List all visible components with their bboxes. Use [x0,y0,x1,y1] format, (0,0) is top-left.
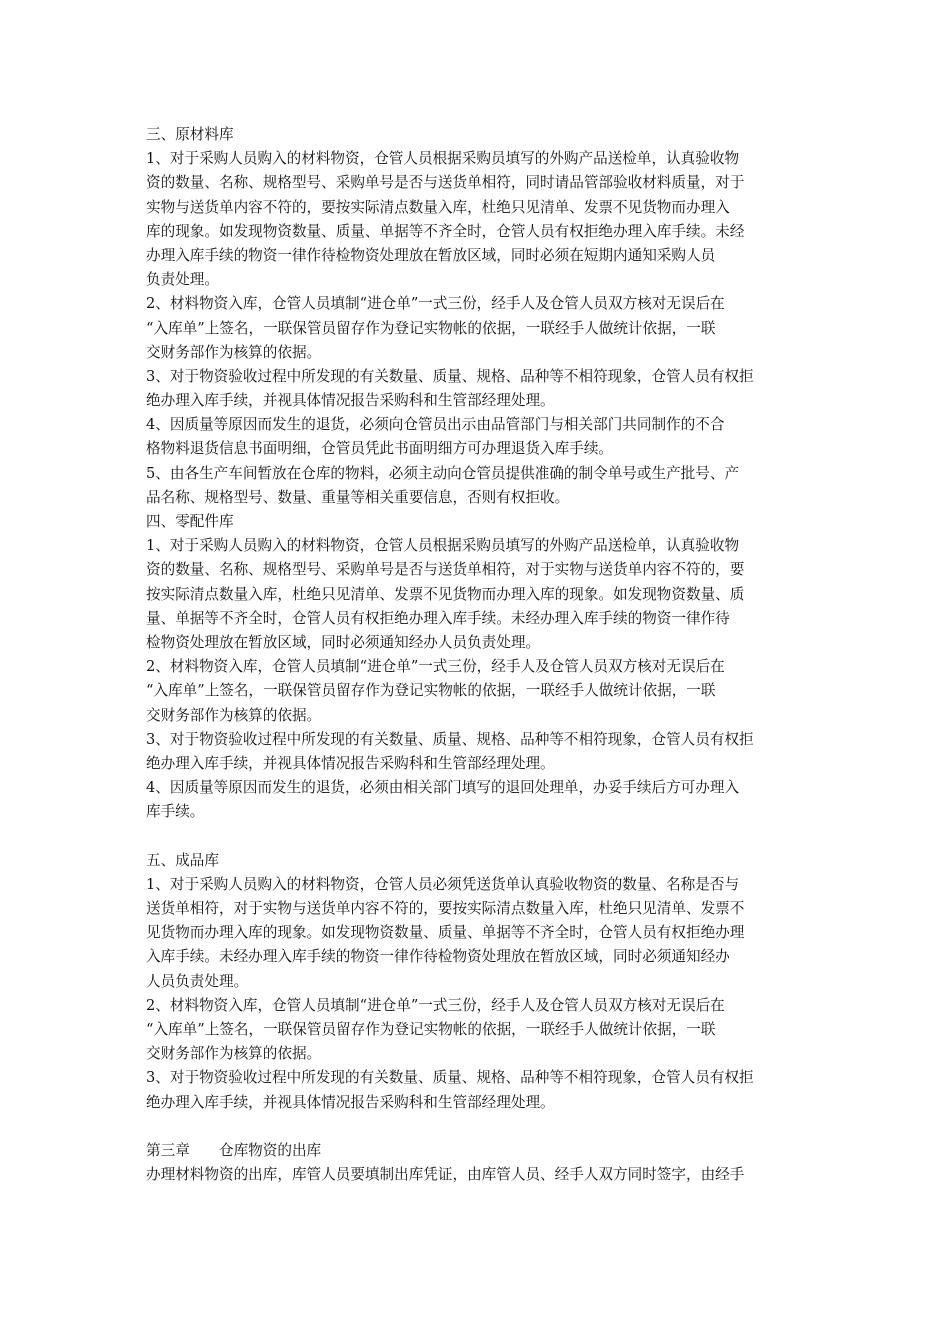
text-line: 绝办理入库手续，并视具体情况报告采购科和生管部经理处理。 [146,392,555,410]
text-line: 四、零配件库 [146,513,234,530]
text-line: 资的数量、名称、规格型号、采购单号是否与送货单相符，对于实物与送货单内容不符的，要 [146,561,745,579]
text-line: 2、材料物资入库，仓管人员填制“进仓单”一式三份，经手人及仓管人员双方核对无误后在 [146,295,725,313]
blank-line [146,824,811,848]
text-line: 交财务部作为核算的依据。 [146,343,322,361]
text-line: 办理材料物资的出库，库管人员要填制出库凭证，由库管人员、经手人双方同时签字，由经手 [146,1166,745,1184]
text-line: 1、对于采购人员购入的材料物资，仓管人员根据采购员填写的外购产品送检单，认真验收物 [146,150,740,168]
text-line: 第三章 仓库物资的出库 [146,1141,322,1159]
text-line: 格物料退货信息书面明细，仓管员凭此书面明细方可办理退货入库手续。 [146,440,614,458]
text-line: 2、材料物资入库，仓管人员填制“进仓单”一式三份，经手人及仓管人员双方核对无误后在 [146,658,725,676]
text-line: 绝办理入库手续，并视具体情况报告采购科和生管部经理处理。 [146,754,555,772]
text-line: 检物资处理放在暂放区域，同时必须通知经办人员负责处理。 [146,633,541,651]
text-line: 4、因质量等原因而发生的退货，必须向仓管员出示由品管部门与相关部门共同制作的不合 [146,416,725,434]
text-line: 5、由各生产车间暂放在仓库的物料，必须主动向仓管员提供准确的制令单号或生产批号、产 [146,464,740,482]
text-line: 1、对于采购人员购入的材料物资，仓管人员必须凭送货单认真验收物资的数量、名称是否与 [146,875,740,893]
text-line: 资的数量、名称、规格型号、采购单号是否与送货单相符，同时请品管部验收材料质量，对于 [146,174,745,192]
text-line: 按实际清点数量入库，杜绝只见清单、发票不见货物而办理入库的现象。如发现物资数量、质 [146,585,745,603]
text-line: 入库手续。未经办理入库手续的物资一律作待检物资处理放在暂放区域，同时必须通知经办 [146,948,730,966]
text-line: 交财务部作为核算的依据。 [146,706,322,724]
text-line: 库的现象。如发现物资数量、质量、单据等不齐全时，仓管人员有权拒绝办理入库手续。未经 [146,222,745,240]
blank-line [146,1115,811,1139]
text-line: 库手续。 [146,803,205,821]
text-line: 量、单据等不齐全时，仓管人员有权拒绝办理入库手续。未经办理入库手续的物资一律作待 [146,609,730,627]
text-line: 三、原材料库 [146,126,234,143]
text-line: 品名称、规格型号、数量、重量等相关重要信息，否则有权拒收。 [146,488,570,506]
text-line: 交财务部作为核算的依据。 [146,1045,322,1063]
text-line: 五、成品库 [146,851,219,869]
text-line: “入库单”上签名，一联保管员留存作为登记实物帐的依据，一联经手人做统计依据，一联 [146,319,716,337]
text-line: 1、对于采购人员购入的材料物资，仓管人员根据采购员填写的外购产品送检单，认真验收物 [146,537,740,555]
text-line: 送货单相符，对于实物与送货单内容不符的，要按实际清点数量入库，杜绝只见清单、发票不 [146,900,745,917]
text-line: 办理入库手续的物资一律作待检物资处理放在暂放区域，同时必须在短期内通知采购人员 [146,246,716,264]
text-line: 2、材料物资入库，仓管人员填制“进仓单”一式三份，经手人及仓管人员双方核对无误后在 [146,996,725,1014]
text-line: 见货物而办理入库的现象。如发现物资数量、质量、单据等不齐全时，仓管人员有权拒绝办理 [146,924,745,942]
text-line: 负责处理。 [146,271,219,289]
text-line: 3、对于物资验收过程中所发现的有关数量、质量、规格、品种等不相符现象，仓管人员有权拒 [146,1069,754,1087]
text-line: 3、对于物资验收过程中所发现的有关数量、质量、规格、品种等不相符现象，仓管人员有权拒 [146,367,754,385]
text-line: “入库单”上签名，一联保管员留存作为登记实物帐的依据，一联经手人做统计依据，一联 [146,682,716,700]
text-line: 4、因质量等原因而发生的退货，必须由相关部门填写的退回处理单，办妥手续后方可办理入 [146,779,740,797]
document-page [146,123,811,1187]
text-line: 人员负责处理。 [146,972,249,990]
text-line: “入库单”上签名，一联保管员留存作为登记实物帐的依据，一联经手人做统计依据，一联 [146,1020,716,1038]
text-line: 绝办理入库手续，并视具体情况报告采购科和生管部经理处理。 [146,1093,555,1111]
text-line: 实物与送货单内容不符的，要按实际清点数量入库，杜绝只见清单、发票不见货物而办理入 [146,198,730,216]
text-line: 3、对于物资验收过程中所发现的有关数量、质量、规格、品种等不相符现象，仓管人员有权拒 [146,730,754,748]
